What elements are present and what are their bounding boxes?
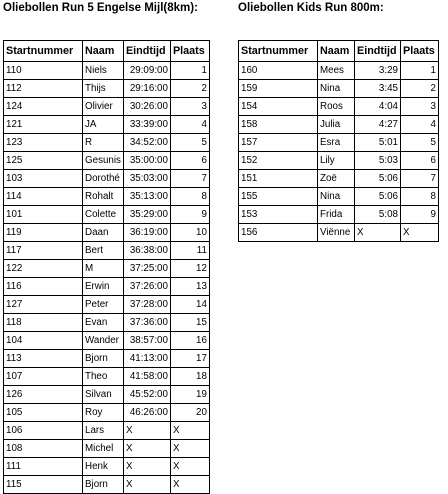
cell-plaats: 1: [401, 62, 439, 80]
table-row: [4, 440, 210, 458]
cell-naam: Bert: [83, 242, 124, 260]
table-row: [4, 260, 210, 278]
cell-startnummer: 103: [4, 170, 83, 188]
cell-plaats: 11: [170, 242, 209, 260]
cell-plaats: 8: [170, 188, 209, 206]
cell-eindtijd: 36:38:00: [123, 242, 170, 260]
cell-eindtijd: 5:01: [355, 134, 401, 152]
cell-naam: Lily: [318, 152, 355, 170]
table-row: [239, 224, 439, 242]
table-row: [4, 278, 210, 296]
cell-startnummer: 116: [4, 278, 83, 296]
table-row: [4, 422, 210, 440]
cell-plaats: 13: [170, 278, 209, 296]
table-row: [4, 80, 210, 98]
cell-startnummer: 115: [4, 476, 83, 494]
cell-eindtijd: 36:19:00: [123, 224, 170, 242]
cell-plaats: X: [170, 422, 209, 440]
cell-eindtijd: 38:57:00: [123, 332, 170, 350]
cell-startnummer: 155: [239, 188, 318, 206]
cell-plaats: 18: [170, 368, 209, 386]
table-row: [4, 206, 210, 224]
cell-startnummer: 104: [4, 332, 83, 350]
cell-plaats: X: [170, 476, 209, 494]
table-row: [4, 242, 210, 260]
table-row: [4, 116, 210, 134]
table-row: [4, 296, 210, 314]
cell-startnummer: 113: [4, 350, 83, 368]
cell-naam: Rohalt: [83, 188, 124, 206]
cell-plaats: 8: [401, 188, 439, 206]
cell-eindtijd: 29:09:00: [123, 62, 170, 80]
cell-plaats: 2: [401, 80, 439, 98]
cell-plaats: 14: [170, 296, 209, 314]
cell-eindtijd: 41:58:00: [123, 368, 170, 386]
table-row: [4, 134, 210, 152]
cell-naam: Wander: [83, 332, 124, 350]
cell-naam: Henk: [83, 458, 124, 476]
table-row: [4, 332, 210, 350]
cell-naam: Bjorn: [83, 476, 124, 494]
cell-startnummer: 151: [239, 170, 318, 188]
cell-eindtijd: 4:27: [355, 116, 401, 134]
cell-eindtijd: 3:29: [355, 62, 401, 80]
table-row: [4, 98, 210, 116]
table-row: [239, 62, 439, 80]
cell-naam: Niels: [83, 62, 124, 80]
cell-eindtijd: 41:13:00: [123, 350, 170, 368]
header-naam: Naam: [318, 41, 355, 62]
table-header-row: [239, 41, 439, 62]
cell-naam: R: [83, 134, 124, 152]
cell-plaats: 5: [401, 134, 439, 152]
cell-eindtijd: 37:26:00: [123, 278, 170, 296]
cell-eindtijd: X: [355, 224, 401, 242]
table-row: [4, 62, 210, 80]
cell-startnummer: 101: [4, 206, 83, 224]
cell-startnummer: 121: [4, 116, 83, 134]
cell-eindtijd: 5:03: [355, 152, 401, 170]
table-row: [4, 350, 210, 368]
cell-plaats: 2: [170, 80, 209, 98]
cell-naam: M: [83, 260, 124, 278]
cell-plaats: 7: [170, 170, 209, 188]
cell-startnummer: 123: [4, 134, 83, 152]
cell-plaats: 16: [170, 332, 209, 350]
cell-plaats: 7: [401, 170, 439, 188]
cell-eindtijd: 5:06: [355, 188, 401, 206]
cell-naam: Olivier: [83, 98, 124, 116]
cell-startnummer: 117: [4, 242, 83, 260]
cell-eindtijd: X: [123, 422, 170, 440]
cell-plaats: 5: [170, 134, 209, 152]
table-row: [239, 188, 439, 206]
kids-results-table: [238, 40, 439, 242]
cell-naam: Theo: [83, 368, 124, 386]
run-results-table: [3, 40, 210, 494]
cell-eindtijd: 46:26:00: [123, 404, 170, 422]
cell-naam: Julia: [318, 116, 355, 134]
cell-eindtijd: 37:28:00: [123, 296, 170, 314]
cell-eindtijd: 3:45: [355, 80, 401, 98]
cell-startnummer: 108: [4, 440, 83, 458]
cell-naam: Silvan: [83, 386, 124, 404]
run-title: Oliebollen Run 5 Engelse Mijl(8km):: [3, 2, 198, 14]
table-row: [4, 152, 210, 170]
header-eindtijd: Eindtijd: [123, 41, 170, 62]
header-startnummer: Startnummer: [239, 41, 318, 62]
cell-naam: Thijs: [83, 80, 124, 98]
cell-eindtijd: X: [123, 440, 170, 458]
cell-plaats: X: [170, 458, 209, 476]
table-row: [239, 116, 439, 134]
cell-plaats: 4: [401, 116, 439, 134]
cell-plaats: 17: [170, 350, 209, 368]
cell-startnummer: 156: [239, 224, 318, 242]
cell-naam: Gesunis: [83, 152, 124, 170]
cell-naam: Frida: [318, 206, 355, 224]
cell-plaats: 9: [170, 206, 209, 224]
cell-startnummer: 124: [4, 98, 83, 116]
header-eindtijd: Eindtijd: [355, 41, 401, 62]
cell-startnummer: 154: [239, 98, 318, 116]
cell-plaats: 20: [170, 404, 209, 422]
cell-startnummer: 152: [239, 152, 318, 170]
cell-startnummer: 158: [239, 116, 318, 134]
cell-startnummer: 125: [4, 152, 83, 170]
cell-startnummer: 157: [239, 134, 318, 152]
cell-eindtijd: 5:08: [355, 206, 401, 224]
cell-naam: Daan: [83, 224, 124, 242]
cell-eindtijd: 35:13:00: [123, 188, 170, 206]
cell-startnummer: 119: [4, 224, 83, 242]
cell-naam: Zoë: [318, 170, 355, 188]
cell-naam: Erwin: [83, 278, 124, 296]
table-row: [239, 98, 439, 116]
cell-eindtijd: 35:03:00: [123, 170, 170, 188]
table-row: [4, 386, 210, 404]
cell-eindtijd: 34:52:00: [123, 134, 170, 152]
header-startnummer: Startnummer: [4, 41, 83, 62]
cell-plaats: 12: [170, 260, 209, 278]
table-row: [4, 368, 210, 386]
cell-eindtijd: X: [123, 458, 170, 476]
cell-plaats: 19: [170, 386, 209, 404]
table-row: [239, 134, 439, 152]
cell-naam: Esra: [318, 134, 355, 152]
table-header-row: [4, 41, 210, 62]
table-row: [4, 224, 210, 242]
cell-startnummer: 105: [4, 404, 83, 422]
cell-eindtijd: 5:06: [355, 170, 401, 188]
cell-plaats: 10: [170, 224, 209, 242]
cell-eindtijd: X: [123, 476, 170, 494]
table-row: [4, 170, 210, 188]
cell-naam: Mees: [318, 62, 355, 80]
header-naam: Naam: [83, 41, 124, 62]
header-plaats: Plaats: [401, 41, 439, 62]
cell-naam: Colette: [83, 206, 124, 224]
cell-plaats: X: [170, 440, 209, 458]
cell-startnummer: 112: [4, 80, 83, 98]
table-row: [4, 314, 210, 332]
cell-plaats: 3: [170, 98, 209, 116]
cell-naam: Lars: [83, 422, 124, 440]
cell-eindtijd: 35:29:00: [123, 206, 170, 224]
cell-startnummer: 122: [4, 260, 83, 278]
table-row: [239, 80, 439, 98]
cell-plaats: 4: [170, 116, 209, 134]
cell-eindtijd: 37:25:00: [123, 260, 170, 278]
table-row: [4, 476, 210, 494]
table-row: [239, 152, 439, 170]
cell-naam: Peter: [83, 296, 124, 314]
cell-startnummer: 153: [239, 206, 318, 224]
cell-naam: JA: [83, 116, 124, 134]
cell-startnummer: 160: [239, 62, 318, 80]
table-row: [4, 404, 210, 422]
cell-naam: Nina: [318, 188, 355, 206]
cell-startnummer: 126: [4, 386, 83, 404]
cell-startnummer: 106: [4, 422, 83, 440]
cell-startnummer: 110: [4, 62, 83, 80]
header-plaats: Plaats: [170, 41, 209, 62]
cell-startnummer: 107: [4, 368, 83, 386]
table-row: [239, 206, 439, 224]
cell-plaats: 15: [170, 314, 209, 332]
table-row: [4, 188, 210, 206]
table-row: [4, 458, 210, 476]
cell-naam: Bjorn: [83, 350, 124, 368]
cell-plaats: 6: [401, 152, 439, 170]
cell-naam: Evan: [83, 314, 124, 332]
cell-eindtijd: 33:39:00: [123, 116, 170, 134]
cell-plaats: 3: [401, 98, 439, 116]
cell-startnummer: 127: [4, 296, 83, 314]
cell-naam: Roos: [318, 98, 355, 116]
kids-run-title: Oliebollen Kids Run 800m:: [238, 2, 384, 14]
cell-eindtijd: 37:36:00: [123, 314, 170, 332]
cell-startnummer: 159: [239, 80, 318, 98]
cell-eindtijd: 29:16:00: [123, 80, 170, 98]
table-row: [239, 170, 439, 188]
cell-naam: Michel: [83, 440, 124, 458]
cell-startnummer: 114: [4, 188, 83, 206]
cell-naam: Viënne: [318, 224, 355, 242]
cell-eindtijd: 45:52:00: [123, 386, 170, 404]
cell-eindtijd: 35:00:00: [123, 152, 170, 170]
cell-plaats: X: [401, 224, 439, 242]
cell-plaats: 9: [401, 206, 439, 224]
cell-naam: Dorothé: [83, 170, 124, 188]
cell-plaats: 6: [170, 152, 209, 170]
cell-naam: Roy: [83, 404, 124, 422]
cell-naam: Nina: [318, 80, 355, 98]
cell-startnummer: 111: [4, 458, 83, 476]
cell-eindtijd: 30:26:00: [123, 98, 170, 116]
cell-eindtijd: 4:04: [355, 98, 401, 116]
cell-startnummer: 118: [4, 314, 83, 332]
cell-plaats: 1: [170, 62, 209, 80]
